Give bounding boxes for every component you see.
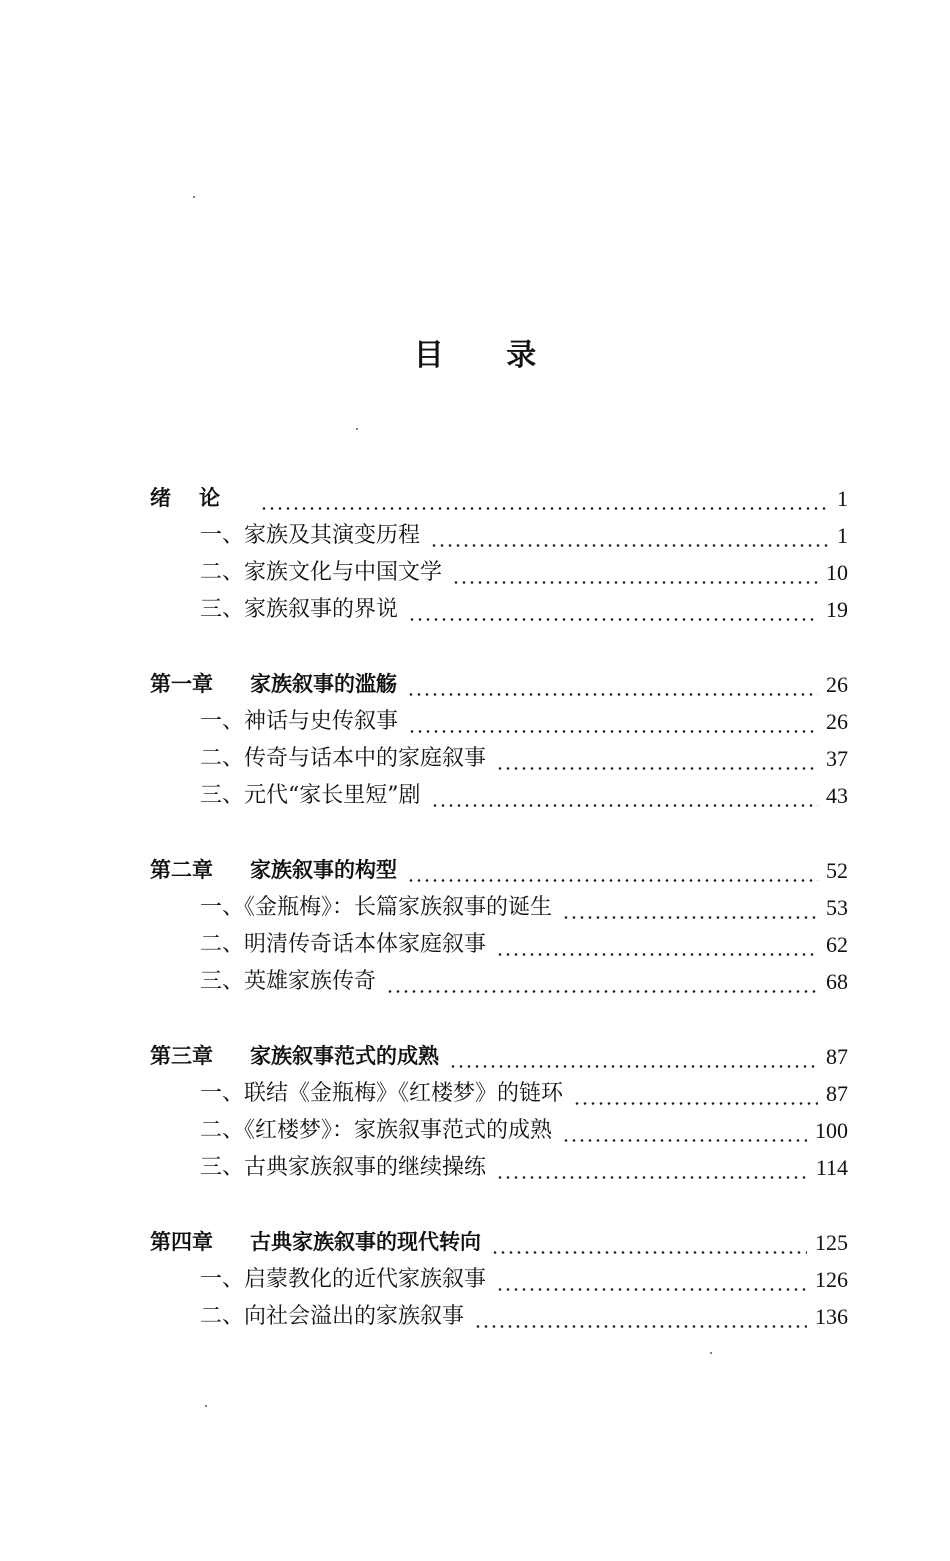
toc-section xyxy=(150,666,848,814)
page-number: 114 xyxy=(815,1155,848,1180)
dot-leader xyxy=(573,1075,818,1112)
toc-section xyxy=(150,1038,848,1186)
page-number: 10 xyxy=(826,560,848,585)
toc-entry[interactable] xyxy=(150,703,848,740)
dot-leader xyxy=(260,480,829,517)
entry-label: 三、英雄家族传奇 xyxy=(200,969,377,994)
chapter-title: 家族叙事的滥觞 xyxy=(250,672,397,696)
dot-leader xyxy=(430,517,829,554)
entry-label: 二、《红楼梦》：家族叙事范式的成熟 xyxy=(200,1118,553,1143)
toc-chapter-entry[interactable] xyxy=(150,1038,848,1075)
toc-section xyxy=(150,480,848,628)
toc-entry[interactable] xyxy=(150,926,848,963)
scan-speck xyxy=(356,428,358,430)
scan-speck xyxy=(205,1405,207,1407)
toc-entry[interactable] xyxy=(150,1298,848,1335)
page-number: 26 xyxy=(826,672,848,697)
page-number: 1 xyxy=(837,486,848,511)
chapter-label xyxy=(150,480,260,517)
entry-label: 一、家族及其演变历程 xyxy=(200,523,421,548)
page-number: 19 xyxy=(826,597,848,622)
dot-leader xyxy=(407,666,818,703)
toc-entry[interactable] xyxy=(150,1149,848,1186)
entry-label: 一、启蒙教化的近代家族叙事 xyxy=(200,1267,487,1292)
toc-entry[interactable] xyxy=(150,740,848,777)
toc-section xyxy=(150,1224,848,1335)
toc-chapter-entry[interactable] xyxy=(150,1224,848,1261)
page-number: 126 xyxy=(815,1267,848,1292)
dot-leader xyxy=(407,852,818,889)
page-number: 100 xyxy=(815,1118,848,1143)
dot-leader xyxy=(431,777,819,814)
dot-leader xyxy=(562,1112,807,1149)
toc-entry[interactable] xyxy=(150,1112,848,1149)
dot-leader xyxy=(496,926,818,963)
entry-label: 一、联结《金瓶梅》《红楼梦》的链环 xyxy=(200,1081,564,1106)
chapter-number: 第一章 xyxy=(150,672,213,696)
page-number: 87 xyxy=(826,1081,848,1106)
entry-label: 二、向社会溢出的家族叙事 xyxy=(200,1304,465,1329)
page-number: 43 xyxy=(826,783,848,808)
dot-leader xyxy=(496,740,818,777)
entry-label: 三、古典家族叙事的继续操练 xyxy=(200,1155,487,1180)
page-number: 52 xyxy=(826,858,848,883)
scan-speck xyxy=(193,196,195,198)
table-of-contents xyxy=(150,480,848,1373)
page-number: 1 xyxy=(837,523,848,548)
toc-entry[interactable] xyxy=(150,963,848,1000)
dot-leader xyxy=(496,1149,808,1186)
entry-label: 二、明清传奇话本体家庭叙事 xyxy=(200,932,487,957)
dot-leader xyxy=(491,1224,807,1261)
chapter-number: 第二章 xyxy=(150,858,213,882)
entry-label: 三、元代“家长里短”剧 xyxy=(200,783,421,808)
page-number: 62 xyxy=(826,932,848,957)
chapter-number: 第四章 xyxy=(150,1230,213,1254)
page-number: 68 xyxy=(826,969,848,994)
page-number: 87 xyxy=(826,1044,848,1069)
dot-leader xyxy=(449,1038,818,1075)
chapter-label xyxy=(150,666,407,703)
toc-entry[interactable] xyxy=(150,777,848,814)
dot-leader xyxy=(474,1298,807,1335)
toc-chapter-entry[interactable] xyxy=(150,480,848,517)
toc-entry[interactable] xyxy=(150,554,848,591)
toc-section xyxy=(150,852,848,1000)
dot-leader xyxy=(452,554,818,591)
toc-entry[interactable] xyxy=(150,517,848,554)
chapter-title: 家族叙事范式的成熟 xyxy=(250,1044,439,1068)
page-number: 125 xyxy=(815,1230,848,1255)
chapter-title: 古典家族叙事的现代转向 xyxy=(250,1230,481,1254)
scan-speck xyxy=(710,1352,712,1354)
chapter-number: 绪论 xyxy=(150,486,248,510)
chapter-title: 家族叙事的构型 xyxy=(250,858,397,882)
entry-label: 二、传奇与话本中的家庭叙事 xyxy=(200,746,487,771)
dot-leader xyxy=(496,1261,807,1298)
chapter-number: 第三章 xyxy=(150,1044,213,1068)
entry-label: 二、家族文化与中国文学 xyxy=(200,560,443,585)
toc-entry[interactable] xyxy=(150,889,848,926)
dot-leader xyxy=(408,591,818,628)
page-number: 136 xyxy=(815,1304,848,1329)
dot-leader xyxy=(386,963,818,1000)
entry-label: 三、家族叙事的界说 xyxy=(200,597,399,622)
dot-leader xyxy=(408,703,818,740)
toc-entry[interactable] xyxy=(150,591,848,628)
page-number: 37 xyxy=(826,746,848,771)
entry-label: 一、《金瓶梅》：长篇家族叙事的诞生 xyxy=(200,895,553,920)
chapter-label xyxy=(150,1224,491,1261)
toc-entry[interactable] xyxy=(150,1261,848,1298)
page-number: 26 xyxy=(826,709,848,734)
chapter-label xyxy=(150,852,407,889)
toc-chapter-entry[interactable] xyxy=(150,666,848,703)
page-number: 53 xyxy=(826,895,848,920)
entry-label: 一、神话与史传叙事 xyxy=(200,709,399,734)
dot-leader xyxy=(562,889,818,926)
page-title: 目 录 xyxy=(413,338,563,373)
toc-entry[interactable] xyxy=(150,1075,848,1112)
chapter-label xyxy=(150,1038,449,1075)
toc-chapter-entry[interactable] xyxy=(150,852,848,889)
